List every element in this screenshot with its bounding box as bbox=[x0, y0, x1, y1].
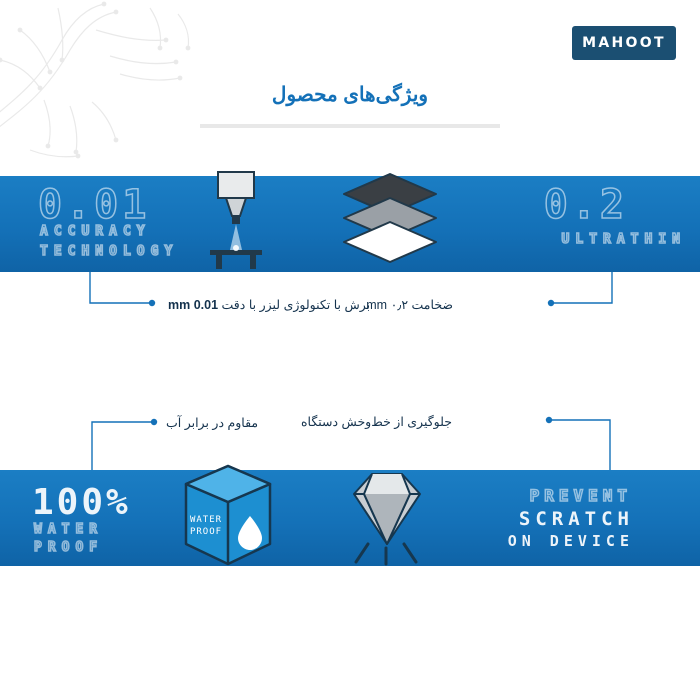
laser-cutter-icon bbox=[196, 166, 276, 272]
technology-label: TECHNOLOGY bbox=[40, 244, 179, 259]
waterproof-value: 100% bbox=[32, 482, 131, 523]
caption-accuracy bbox=[168, 297, 370, 312]
feature-band-top bbox=[0, 176, 700, 272]
svg-text:WATER: WATER bbox=[189, 515, 223, 525]
svg-text:PROOF: PROOF bbox=[189, 527, 223, 537]
ultrathin-label: ULTRATHIN bbox=[561, 232, 686, 247]
caption-thickness-text: ضخامت bbox=[408, 298, 453, 312]
waterproof-label-secondary: PROOF bbox=[34, 540, 104, 555]
accuracy-value: 0.01 bbox=[38, 182, 151, 228]
accuracy-label: ACCURACY bbox=[40, 224, 151, 239]
on-device-label: ON DEVICE bbox=[507, 532, 634, 550]
diamond-icon bbox=[328, 460, 438, 574]
caption-accuracy-text: برش با تکنولوژی لیزر با دقت bbox=[218, 298, 371, 312]
brand-logo-text: MAHOOT bbox=[582, 35, 666, 51]
waterproof-label: WATER bbox=[34, 522, 104, 537]
scratch-label: SCRATCH bbox=[518, 508, 634, 530]
water-proof-box-icon bbox=[172, 458, 282, 574]
ultrathin-value: 0.2 bbox=[543, 182, 628, 228]
caption-thickness-value: ۰٫۲ mm bbox=[366, 298, 409, 312]
feature-band-bottom bbox=[0, 470, 700, 566]
page-title: ویژگی‌های محصول bbox=[271, 84, 429, 106]
caption-accuracy-value: 0.01 mm bbox=[168, 298, 219, 312]
caption-waterproof: مقاوم در برابر آب bbox=[166, 416, 259, 430]
caption-thickness bbox=[366, 297, 453, 312]
title-divider bbox=[200, 124, 500, 128]
stacked-layers-icon bbox=[330, 168, 450, 272]
prevent-label: PREVENT bbox=[529, 486, 632, 505]
brand-logo bbox=[572, 26, 676, 60]
caption-scratch: جلوگیری از خط‌وخش دستگاه bbox=[300, 415, 452, 429]
